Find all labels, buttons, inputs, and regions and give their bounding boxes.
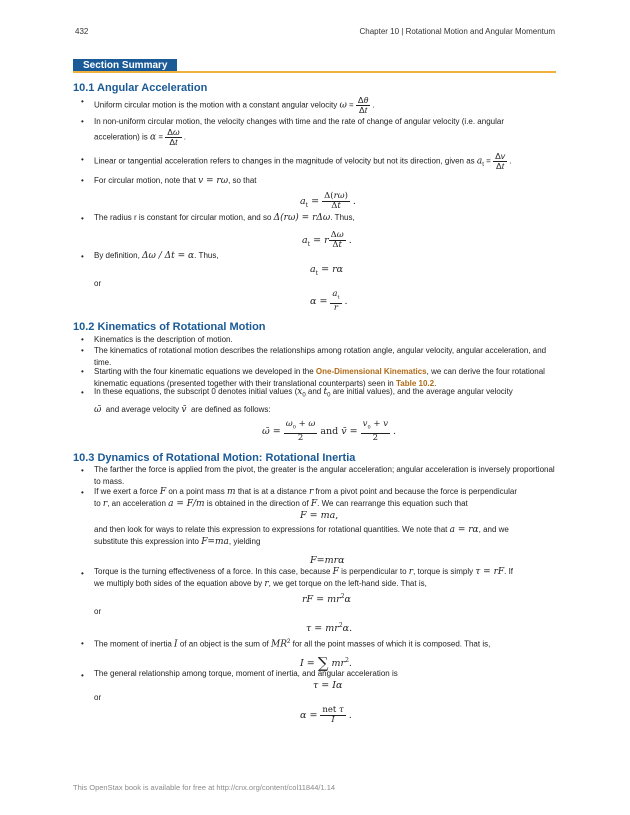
bullet: • xyxy=(81,117,84,126)
bullet: • xyxy=(81,388,84,397)
section-title-10-3: 10.3 Dynamics of Rotational Motion: Rotational Inertia xyxy=(73,452,356,464)
list-item: In non-uniform circular motion, the velocity changes with time and the rate of change of angular velocity (i.e. angular acceleration) is α = $\frac{\Delta\omega}{\Delta t}$ . xyxy=(94,117,504,147)
bullet: • xyxy=(81,252,84,261)
bullet: • xyxy=(81,639,84,648)
list-item: The radius r is constant for circular motion, and so Δ(rω) = rΔω. Thus, xyxy=(94,213,355,223)
section-title-10-2: 10.2 Kinematics of Rotational Motion xyxy=(73,321,266,333)
list-item: The farther the force is applied from the pivot, the greater is the angular acceleration; angular acceleration is inversely proportional to mass. xyxy=(94,465,555,486)
equation-alpha-net-tau-over-I: α = $\frac{\text{net τ}}{I}$ . xyxy=(300,705,352,725)
list-item: The general relationship among torque, moment of inertia, and angular acceleration is xyxy=(94,669,398,678)
equation-moment-of-inertia: I = ∑ $mr^2$. xyxy=(300,654,352,672)
equation-F-ma: F = ma, xyxy=(300,510,339,521)
list-item: Kinematics is the description of motion. xyxy=(94,335,233,344)
bullet: • xyxy=(81,488,84,497)
equation-at-delta-romega: $a_t$ = $\frac{\Delta(r\omega)}{\Delta t}$ . xyxy=(300,191,356,211)
list-item: Uniform circular motion is the motion with a constant angular velocity ω = $\frac{\Delta\theta}{\Delta t}$ . xyxy=(94,95,375,115)
page-number: 432 xyxy=(75,27,89,36)
equation-tau-I-alpha: τ = Iα xyxy=(313,680,343,691)
equation-F-mr-alpha: F=mrα xyxy=(310,555,345,566)
bullet: • xyxy=(81,214,84,223)
equation-at-r-alpha: $a_t = r\alpha$ xyxy=(310,264,344,277)
banner-rule xyxy=(73,71,556,73)
list-item: By definition, Δω / Δt = α. Thus, xyxy=(94,251,219,261)
list-item: Linear or tangential acceleration refers to changes in the magnitude of velocity but not its direction, given as $a_t$ = $\frac{\Delta v}{\Delta t}$ . xyxy=(94,151,512,171)
bullet: • xyxy=(81,155,84,164)
equation-rF-mr2-alpha: rF = $mr^2\alpha$ xyxy=(302,593,351,606)
equation-alpha-at-over-r: α = $\frac{a_t}{r}$ . xyxy=(310,289,348,313)
or-label: or xyxy=(94,693,102,702)
list-item: The moment of inertia I of an object is the sum of $MR^2$ for all the point masses of which it is composed. That is, xyxy=(94,639,491,650)
list-item: Torque is the turning effectiveness of a force. In this case, because F is perpendicular to r, torque is simply τ = rF. If we multiply both sides of the equation above by r, we get torque on the left-hand side. That is, xyxy=(94,567,514,589)
footer-note: This OpenStax book is available for free at http://cnx.org/content/col11844/1.14 xyxy=(73,783,336,792)
equation-average-velocities: ω̄ = $\frac{\omega_0 + \omega}{2}$ and v̄ = $\frac{v_0 + v}{2}$ . xyxy=(262,419,397,443)
list-item: The kinematics of rotational motion describes the relationships among rotation angle, angular velocity, angular acceleration, and time. xyxy=(94,346,547,367)
section-title-10-1: 10.1 Angular Acceleration xyxy=(73,82,208,94)
list-item: If we exert a force F on a point mass m that is at a distance r from a pivot point and because the force is perpendicular to r, an acceleration a = F/m is obtained in the direction of F. We can rearrange this equation such that xyxy=(94,487,517,509)
link-table-10-2[interactable]: Table 10.2 xyxy=(395,379,435,388)
bullet: • xyxy=(81,367,84,376)
bullet: • xyxy=(81,466,84,475)
link-one-dimensional-kinematics[interactable]: One-Dimensional Kinematics xyxy=(315,367,427,376)
list-item-continued: ω̄ and average velocity v̄ are defined as follows: xyxy=(94,405,271,415)
equation-tau-mr2-alpha: $\tau = mr^2\alpha$. xyxy=(306,622,353,635)
bullet: • xyxy=(81,335,84,344)
bullet: • xyxy=(81,671,84,680)
chapter-title: Chapter 10 | Rotational Motion and Angular Momentum xyxy=(359,27,555,36)
bullet: • xyxy=(81,97,84,106)
list-item-continued: and then look for ways to relate this expression to expressions for rotational quantities. We note that a = rα, and we substitute this expression into F=ma, yielding xyxy=(94,525,509,547)
list-item: For circular motion, note that v = rω, so that xyxy=(94,176,257,186)
equation-at-r-delta-omega: $a_t = r$ $\frac{\Delta\omega}{\Delta t}$ . xyxy=(302,230,352,250)
list-item: Starting with the four kinematic equations we developed in the One-Dimensional Kinematics, we can derive the four rotational kinematic equations (presented together with their translational counterparts) seen in Table 10.2. xyxy=(94,367,545,388)
or-label: or xyxy=(94,279,102,288)
banner-label: Section Summary xyxy=(73,59,177,72)
bullet: • xyxy=(81,346,84,355)
bullet: • xyxy=(81,176,84,185)
bullet: • xyxy=(81,569,84,578)
or-label: or xyxy=(94,607,102,616)
section-summary-banner xyxy=(73,59,556,73)
list-item: In these equations, the subscript 0 denotes initial values ($x_0$ and $t_0$ are initial values), and the average angular velocity xyxy=(94,387,513,399)
